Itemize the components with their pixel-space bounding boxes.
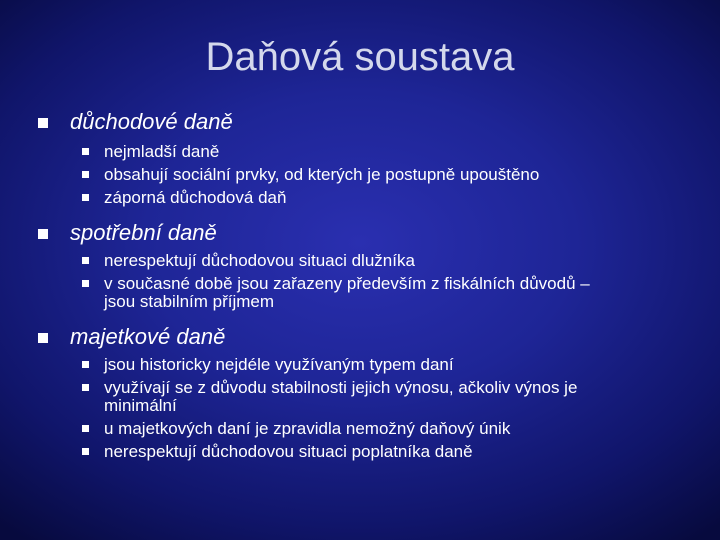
list-item bbox=[0, 143, 720, 161]
list-item-text: nerespektují důchodovou situaci dlužníka bbox=[104, 251, 415, 270]
list-item-text: jsou historicky nejdéle využívaným typem daní bbox=[104, 355, 454, 374]
list-item-text: obsahují sociální prvky, od kterých je postupně upouštěno bbox=[104, 165, 540, 184]
section-heading: důchodové daně bbox=[70, 109, 233, 134]
list-item bbox=[0, 356, 720, 374]
bullet-list bbox=[0, 252, 720, 311]
section-majetkove-dane bbox=[0, 324, 720, 461]
square-bullet-icon bbox=[82, 361, 89, 368]
square-bullet-icon bbox=[38, 333, 48, 343]
square-bullet-icon bbox=[82, 194, 89, 201]
section-heading-row bbox=[0, 109, 720, 135]
list-item-text: nerespektují důchodovou situaci poplatníka daně bbox=[104, 442, 473, 461]
square-bullet-icon bbox=[38, 229, 48, 239]
list-item bbox=[0, 443, 720, 461]
section-heading: majetkové daně bbox=[70, 324, 226, 349]
bullet-list bbox=[0, 143, 720, 207]
list-item bbox=[0, 252, 720, 270]
square-bullet-icon bbox=[82, 448, 89, 455]
section-heading: spotřební daně bbox=[70, 220, 217, 245]
list-item-text: využívají se z důvodu stabilnosti jejich výnosu, ačkoliv výnos je minimální bbox=[104, 378, 578, 415]
square-bullet-icon bbox=[38, 118, 48, 128]
list-item-text: záporná důchodová daň bbox=[104, 188, 287, 207]
list-item bbox=[0, 275, 720, 311]
square-bullet-icon bbox=[82, 171, 89, 178]
section-heading-row bbox=[0, 220, 720, 246]
list-item-text: u majetkových daní je zpravidla nemožný daňový únik bbox=[104, 419, 511, 438]
list-item-text: nejmladší daně bbox=[104, 142, 220, 161]
square-bullet-icon bbox=[82, 280, 89, 287]
square-bullet-icon bbox=[82, 425, 89, 432]
square-bullet-icon bbox=[82, 148, 89, 155]
list-item bbox=[0, 379, 720, 415]
square-bullet-icon bbox=[82, 384, 89, 391]
slide-title: Daňová soustava bbox=[205, 35, 515, 79]
list-item bbox=[0, 189, 720, 207]
list-item bbox=[0, 420, 720, 438]
section-heading-row bbox=[0, 324, 720, 350]
section-duchodove-dane bbox=[0, 109, 720, 207]
list-item bbox=[0, 166, 720, 184]
bullet-list bbox=[0, 356, 720, 461]
square-bullet-icon bbox=[82, 257, 89, 264]
section-spotrebni-dane bbox=[0, 220, 720, 311]
list-item-text: v současné době jsou zařazeny především z fiskálních důvodů – jsou stabilním příjmem bbox=[104, 274, 590, 311]
